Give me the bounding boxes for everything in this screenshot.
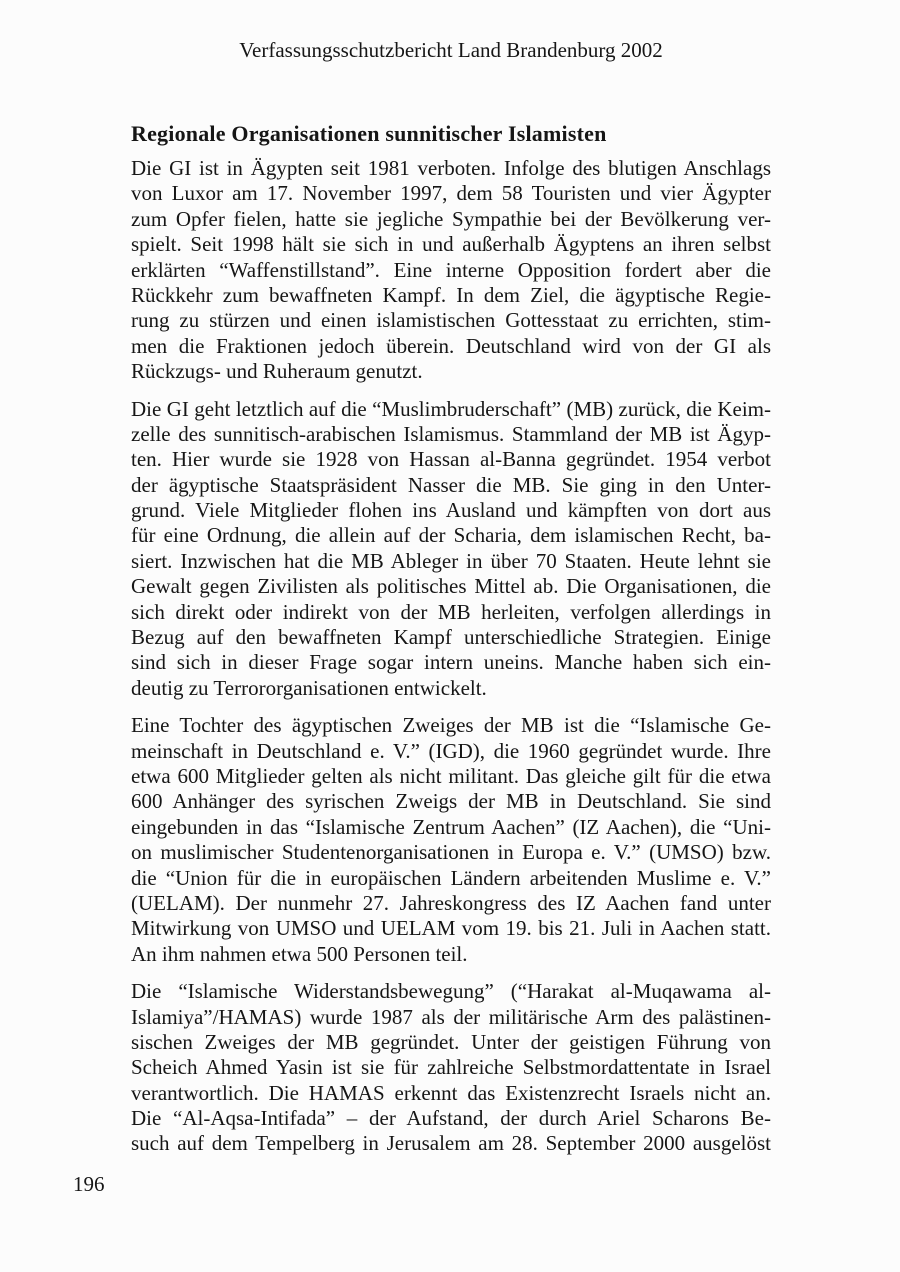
text-line: spielt. Seit 1998 hält sie sich in und außerhalb Ägyptens an ihren selbst — [131, 232, 771, 257]
text-line: der ägyptische Staatspräsident Nasser die MB. Sie ging in den Unter- — [131, 472, 771, 497]
text-line: rung zu stürzen und einen islamistischen Gottesstaat zu errichten, stim- — [131, 308, 771, 333]
paragraph — [131, 979, 771, 1157]
text-line: sischen Zweiges der MB gegründet. Unter der geistigen Führung von — [131, 1029, 771, 1054]
text-line: ten. Hier wurde sie 1928 von Hassan al-Banna gegründet. 1954 verbot — [131, 447, 771, 472]
text-line: Islamiya”/HAMAS) wurde 1987 als der militärische Arm des palästinen- — [131, 1004, 771, 1029]
text-line: deutig zu Terrororganisationen entwickelt. — [131, 675, 487, 700]
text-line: verantwortlich. Die HAMAS erkennt das Existenzrecht Israels nicht an. — [131, 1080, 771, 1105]
running-header: Verfassungsschutzbericht Land Brandenburg 2002 — [239, 38, 663, 62]
text-line: von Luxor am 17. November 1997, dem 58 Touristen und vier Ägypter — [131, 181, 771, 206]
paragraph — [131, 397, 771, 702]
text-line: etwa 600 Mitglieder gelten als nicht militant. Das gleiche gilt für die etwa — [131, 763, 771, 788]
text-line: Die GI geht letztlich auf die “Muslimbruderschaft” (MB) zurück, die Keim- — [131, 396, 771, 421]
paragraph — [131, 713, 771, 967]
text-line: Mitwirkung von UMSO und UELAM vom 19. bis 21. Juli in Aachen statt. — [131, 916, 771, 941]
body-text — [131, 156, 771, 1157]
text-line: grund. Viele Mitglieder flohen ins Ausland und kämpften von dort aus — [131, 498, 771, 523]
text-line: (UELAM). Der nunmehr 27. Jahreskongress des IZ Aachen fand unter — [131, 890, 771, 915]
text-line: sind sich in dieser Frage sogar intern uneins. Manche haben sich ein- — [131, 650, 771, 675]
text-line: An ihm nahmen etwa 500 Personen teil. — [131, 941, 468, 966]
text-line: Die GI ist in Ägypten seit 1981 verboten. Infolge des blutigen Anschlags — [131, 156, 771, 180]
text-line: siert. Inzwischen hat die MB Ableger in über 70 Staaten. Heute lehnt sie — [131, 548, 771, 573]
text-line: Die “Islamische Widerstandsbewegung” (“Harakat al-Muqawama al- — [131, 979, 771, 1004]
text-line: Eine Tochter des ägyptischen Zweiges der MB ist die “Islamische Ge- — [131, 713, 771, 738]
text-line: on muslimischer Studentenorganisationen in Europa e. V.” (UMSO) bzw. — [131, 840, 771, 865]
page-number: 196 — [73, 1172, 105, 1196]
text-line: Bezug auf den bewaffneten Kampf unterschiedliche Strategien. Einige — [131, 625, 771, 650]
text-line: die “Union für die in europäischen Ländern arbeitenden Muslime e. V.” — [131, 865, 771, 890]
paragraph — [131, 156, 771, 385]
text-line: such auf dem Tempelberg in Jerusalem am 28. September 2000 ausgelöst — [131, 1131, 771, 1156]
text-line: erklärten “Waffenstillstand”. Eine interne Opposition fordert aber die — [131, 257, 771, 282]
text-line: zelle des sunnitisch-arabischen Islamismus. Stammland der MB ist Ägyp- — [131, 421, 771, 446]
text-line: eingebunden in das “Islamische Zentrum Aachen” (IZ Aachen), die “Uni- — [131, 814, 771, 839]
text-line: Rückkehr zum bewaffneten Kampf. In dem Ziel, die ägyptische Regie- — [131, 282, 771, 307]
text-line: zum Opfer fielen, hatte sie jegliche Sympathie bei der Bevölkerung ver- — [131, 206, 771, 231]
text-line: Die “Al-Aqsa-Intifada” – der Aufstand, der durch Ariel Scharons Be- — [131, 1106, 771, 1131]
section-heading: Regionale Organisationen sunnitischer Islamisten — [131, 121, 607, 146]
text-line: Gewalt gegen Zivilisten als politisches Mittel ab. Die Organisationen, die — [131, 574, 771, 599]
text-line: sich direkt oder indirekt von der MB herleiten, verfolgen allerdings in — [131, 599, 771, 624]
text-line: men die Fraktionen jedoch überein. Deutschland wird von der GI als — [131, 333, 771, 358]
text-line: Scheich Ahmed Yasin ist sie für zahlreiche Selbstmordattentate in Israel — [131, 1055, 771, 1080]
text-line: für eine Ordnung, die allein auf der Scharia, dem islamischen Recht, ba- — [131, 523, 771, 548]
text-line: Rückzugs- und Ruheraum genutzt. — [131, 359, 423, 384]
text-line: 600 Anhänger des syrischen Zweigs der MB in Deutschland. Sie sind — [131, 789, 771, 814]
text-line: meinschaft in Deutschland e. V.” (IGD), die 1960 gegründet wurde. Ihre — [131, 738, 771, 763]
page-content — [131, 121, 771, 1169]
